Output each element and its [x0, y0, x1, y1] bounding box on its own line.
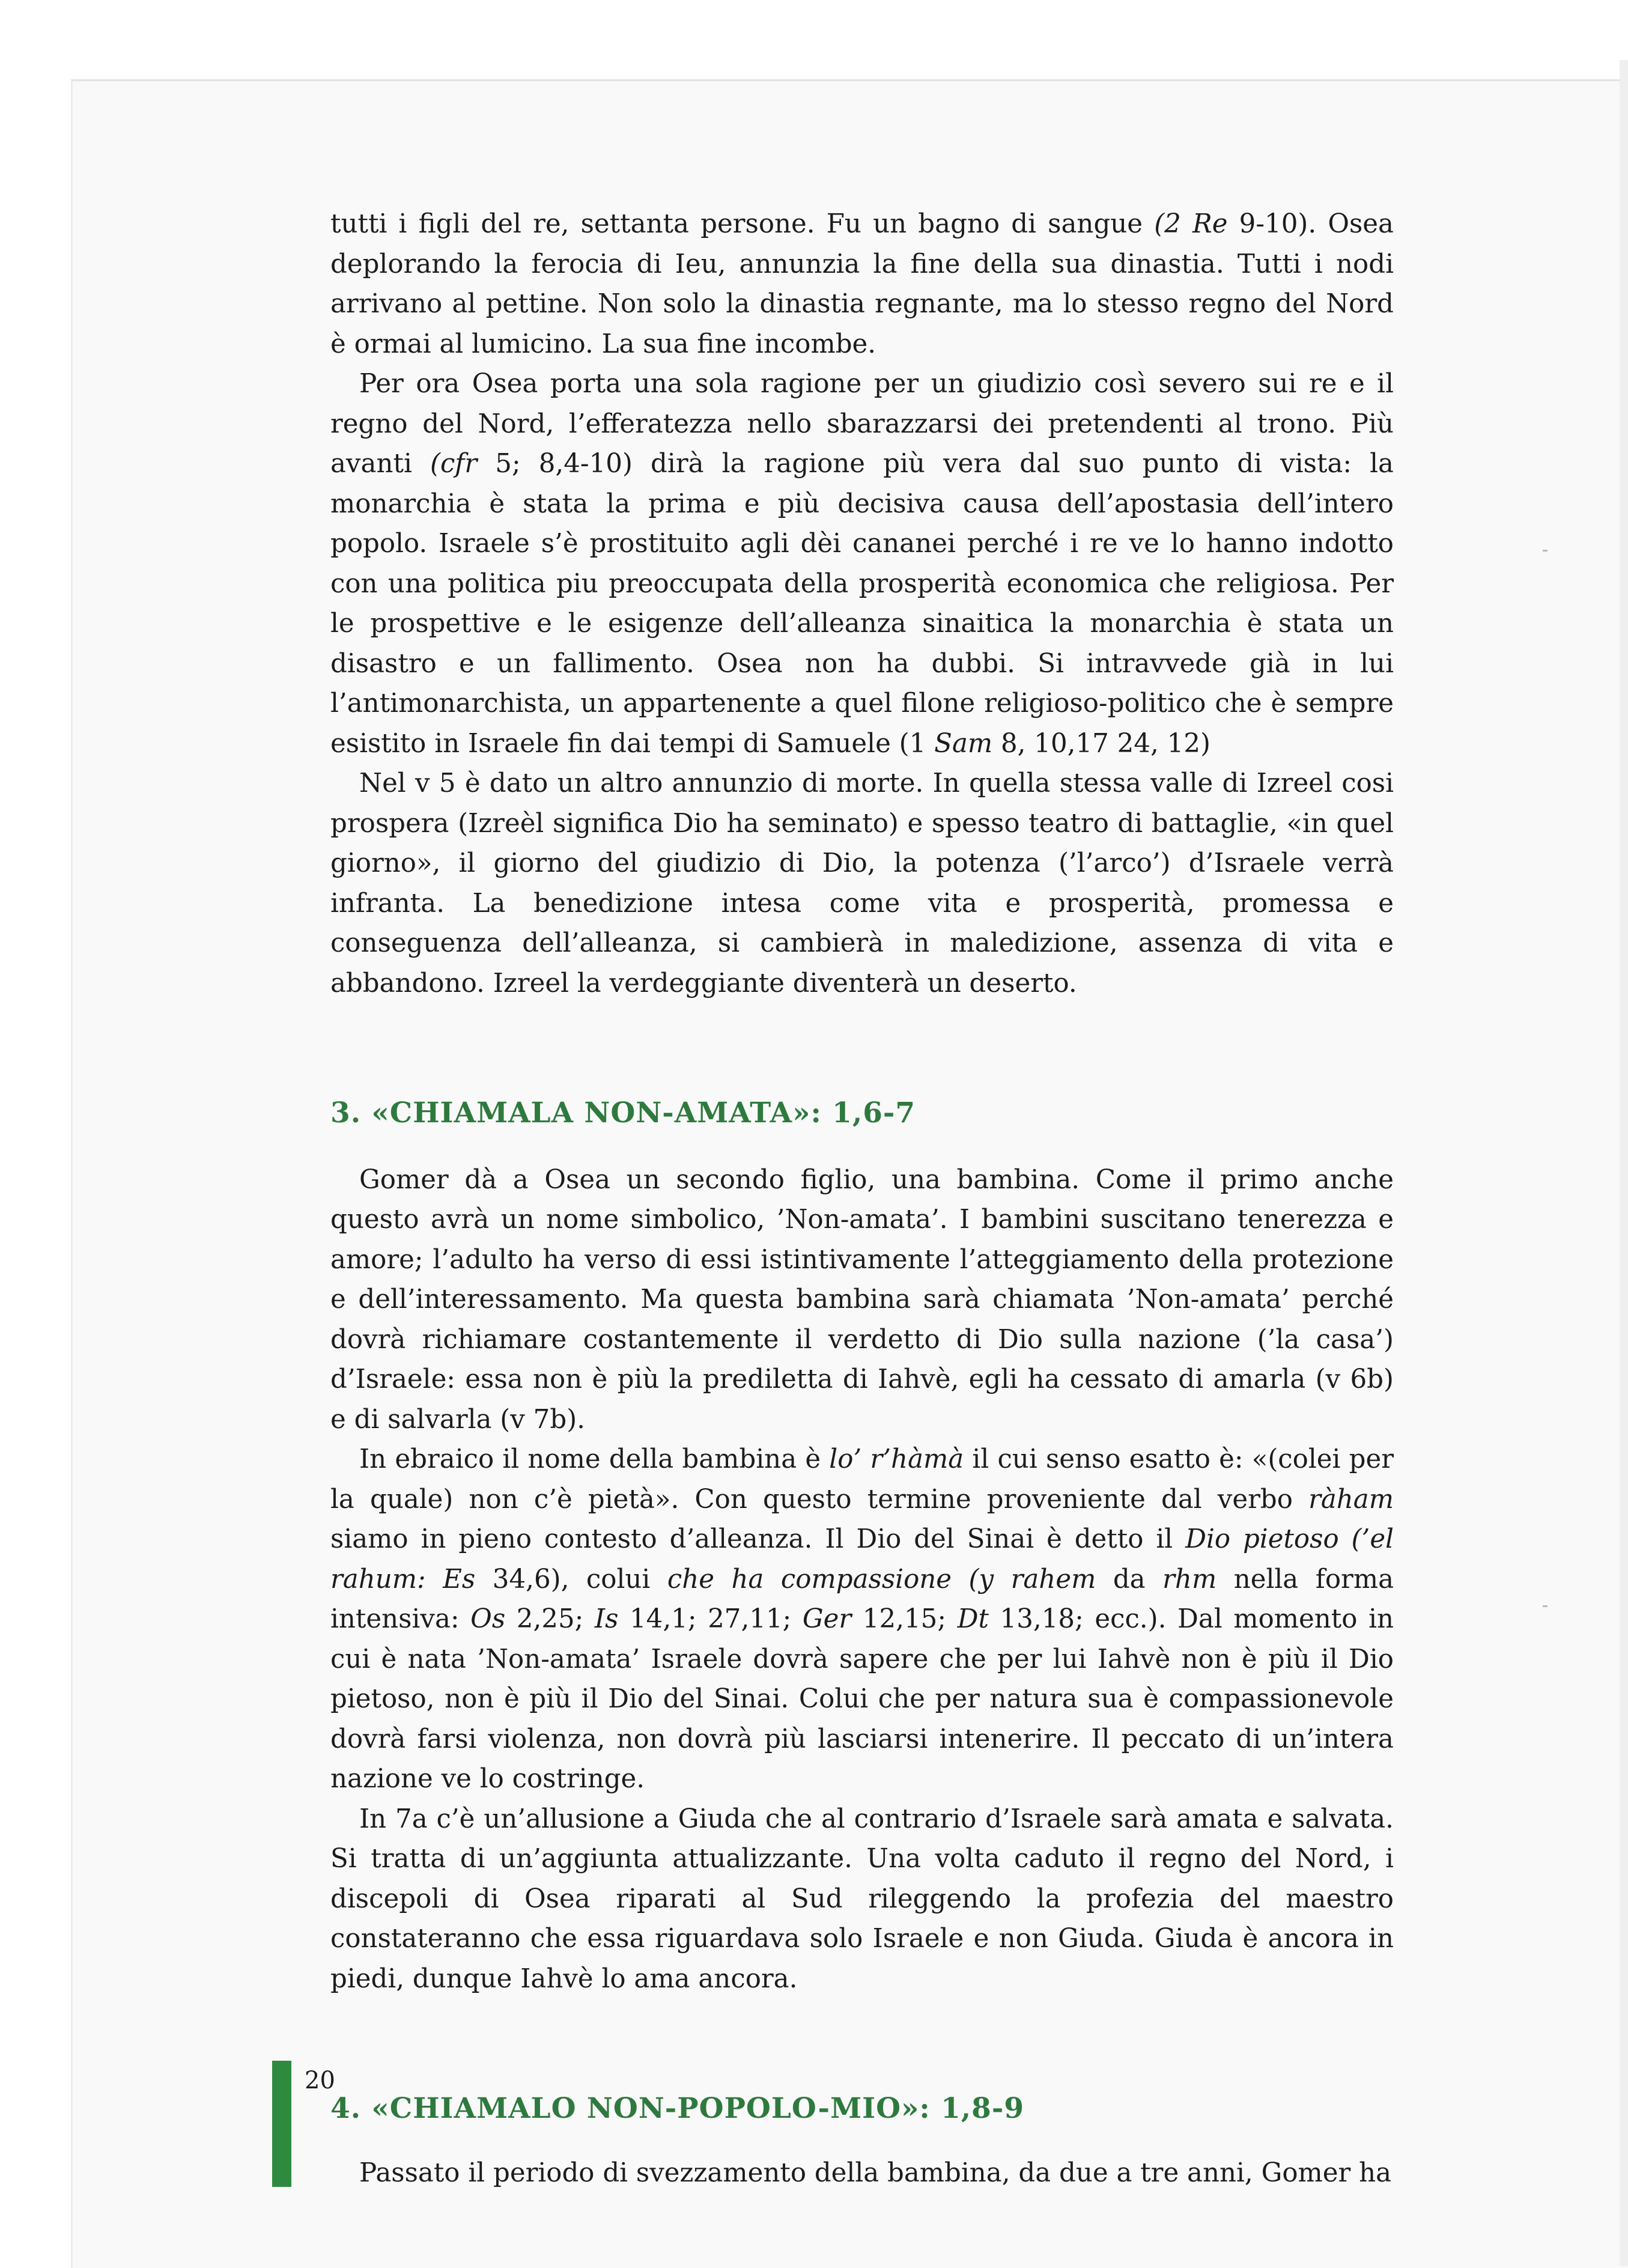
text-run: Gomer dà a Osea un secondo figlio, una bambina. Come il primo anche questo avrà un nome simbolico, ’Non-amata’. I bambini suscitano tenerezza e amore; l’adulto ha verso di essi istintivamente l’atteggiamento della protezione e dell’interessamento. Ma questa bambina sarà chiamata ’Non-amata’ perché dovrà richiamare costantemente il verdetto di Dio sulla nazione (’la casa’) d’Israele: essa non è più la prediletta di Iahvè, egli ha cessato di amarla (v 6b) e di salvarla (v 7b).	[330, 1164, 1394, 1435]
italic-text: che ha compassione (y rahem	[667, 1564, 1096, 1595]
text-run: 13,18; ecc.). Dal momento in cui è nata ’Non-amata’ Israele dovrà sapere che per lui Iahvè non è più il Dio pietoso, non è più il Dio del Sinai. Colui che per natura sua è compassionevole dovrà farsi violenza, non dovrà più lasciarsi intenerire. Il peccato di un’intera nazione ve lo costringe.	[330, 1604, 1394, 1794]
text-run: 5; 8,4-10) dirà la ragione più vera dal suo punto di vista: la monarchia è stata la prima e più decisiva causa dell’apostasia dell’intero popolo. Israele s’è prostituito agli dèi cananei perché i re ve lo hanno indotto con una politica piu preoccupata della prosperità economica che religiosa. Per le prospettive e le esigenze dell’alleanza sinaitica la monarchia è stata un disastro e un fallimento. Osea non ha dubbi. Si intravvede già in lui l’antimonarchista, un appartenente a quel filone religioso-politico che è sempre esistito in Israele fin dai tempi di Samuele (1	[330, 449, 1394, 759]
page-number: 20	[305, 2067, 335, 2094]
text-run: 9-10). Osea deplorando la ferocia di Ieu, annunzia la fine della sua dinastia. Tutti i nodi arrivano al pettine. Non solo la dinastia regnante, ma lo stesso regno del Nord è ormai al lumicino. La sua fine incombe.	[330, 209, 1394, 359]
page-body	[330, 204, 1394, 2193]
italic-text: Ger	[802, 1604, 852, 1634]
section-4-heading: 4. «CHIAMALO NON-POPOLO-MIO»: 1,8-9	[330, 2092, 1025, 2125]
paragraph	[330, 764, 1394, 1003]
paragraph	[330, 364, 1394, 764]
text-run: Passato il periodo di svezzamento della bambina, da due a tre anni, Gomer ha	[359, 2157, 1392, 2188]
section-4-text	[330, 2153, 1394, 2194]
italic-text: (cfr	[430, 449, 478, 479]
page-edge	[1620, 60, 1628, 2266]
text-run: Nel v 5 è dato un altro annunzio di morte. In quella stessa valle di Izreel cosi prospera (Izreèl significa Dio ha seminato) e spesso teatro di battaglie, «in quel giorno», il giorno del giudizio di Dio, la potenza (’l’arco’) d’Israele verrà infranta. La benedizione intesa come vita e prosperità, promessa e conseguenza dell’alleanza, si cambierà in maledizione, assenza di vita e abbandono. Izreel la verdeggiante diventerà un deserto.	[330, 768, 1394, 999]
paragraph	[330, 204, 1394, 364]
text-run: 2,25;	[505, 1604, 595, 1634]
italic-text: lo’ r’hàmà	[829, 1444, 964, 1474]
italic-text: Sam	[934, 728, 993, 759]
text-run: 8, 10,17 24, 12)	[992, 728, 1210, 759]
italic-text: ràham	[1308, 1484, 1394, 1515]
text-run: In 7a c’è un’allusione a Giuda che al contrario d’Israele sarà amata e salvata. Si tratta di un’aggiunta attualizzante. Una volta caduto il regno del Nord, i discepoli di Osea riparati al Sud rileggendo la profezia del maestro constateranno che essa riguardava solo Israele e non Giuda. Giuda è ancora in piedi, dunque Iahvè lo ama ancora.	[330, 1804, 1394, 1994]
italic-text: rhm	[1162, 1564, 1217, 1595]
paragraph	[330, 1440, 1394, 1799]
text-run: 12,15;	[851, 1604, 958, 1634]
text-run: Per ora Osea porta una sola ragione per un giudizio così severo sui re e il regno del Nord, l’efferatezza nello sbarazzarsi dei pretendenti al trono. Più avanti	[330, 369, 1394, 479]
text-run: da	[1096, 1564, 1163, 1595]
paragraph	[330, 1160, 1394, 1440]
text-run: il cui senso esatto è: «(colei per la quale) non c’è pietà». Con questo termine proveniente dal verbo	[330, 1444, 1394, 1515]
italic-text: Dt	[957, 1604, 989, 1634]
text-run: siamo in pieno contesto d’alleanza. Il Dio del Sinai è detto il	[330, 1524, 1186, 1554]
italic-text: Os	[470, 1604, 506, 1634]
text-run: 14,1; 27,11;	[618, 1604, 803, 1634]
scan-mark	[1543, 1605, 1548, 1607]
italic-text: Dio pietoso (’el rahum: Es	[330, 1524, 1394, 1595]
text-run: nella forma intensiva:	[330, 1564, 1394, 1634]
italic-text: (2 Re	[1154, 209, 1228, 239]
text-run: tutti i figli del re, settanta persone. Fu un bagno di sangue	[330, 209, 1155, 239]
page-number-bar	[272, 2061, 291, 2187]
section-3-text	[330, 1160, 1394, 1999]
italic-text: Is	[594, 1604, 619, 1634]
paragraph	[330, 2153, 1394, 2194]
intro-text	[330, 204, 1394, 1003]
text-run: 34,6), colui	[475, 1564, 667, 1595]
paragraph	[330, 1799, 1394, 1999]
scan-mark	[1543, 550, 1548, 552]
section-3-heading: 3. «CHIAMALA NON-AMATA»: 1,6-7	[330, 1096, 916, 1129]
text-run: In ebraico il nome della bambina è	[359, 1444, 830, 1474]
